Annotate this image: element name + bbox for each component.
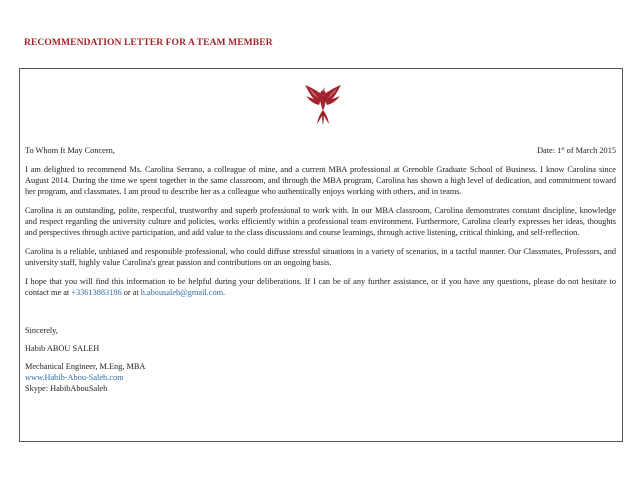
phoenix-logo-icon [303,81,343,126]
paragraph-reliability: Carolina is a reliable, unbiased and responsible professional, who could diffuse stressful situations in a variety of scenarios, in a tactful manner. Our Classmates, Professors, and university staff, highly value Carolina's great passion and contributions on an ongoing basis. [25,247,616,267]
paragraph-intro: I am delighted to recommend Ms. Carolina Serrano, a colleague of mine, and a current MBA professional at Grenoble Graduate School of Business. I know Carolina since August 2014. During the time we spent together in the same classroom, and through the MBA program, Carolina has shown a high level of dedication, and commitment toward her program, and classmates. I am proud to describe her as a colleague who authentically enjoys working with others, and in teams. [25,165,616,196]
paragraph-closing: I hope that you will find this information to be helpful during your deliberations. If I can be of any further assistance, or if you have any questions, please do not hesitate to contact me at +33613883186 or at h.abousaleh@gmail.com. [25,277,616,297]
signoff: Sincerely, [25,326,58,335]
email-link[interactable]: h.abousaleh@gmail.com [140,288,224,297]
document-heading: RECOMMENDATION LETTER FOR A TEAM MEMBER [24,37,273,48]
header-row [25,145,616,156]
phone-link[interactable]: +33613883186 [71,288,122,297]
website-link[interactable]: www.Habib-Abou-Saleh.com [25,373,124,382]
letter-frame [19,68,623,442]
letter-date: Date: 1st of March 2015 [537,146,616,155]
signer-title: Mechanical Engineer, M.Eng, MBA [25,362,146,371]
paragraph-qualities: Carolina is an outstanding, polite, respectful, trustworthy and superb professional to work with. In our MBA classroom, Carolina demonstrates constant discipline, knowledge and respect regarding the university culture and policies, works efficiently within a professional team environment. Furthermore, Carolina clearly expresses her ideas, thoughts and perspectives through active participation, and add value to the class discussions and course learnings, through active listening, critical thinking, and self-reflection. [25,206,616,237]
skype-id: Skype: HabibAbouSaleh [25,384,108,393]
signer-block [25,361,616,394]
signer-name: Habib ABOU SALEH [25,344,100,353]
salutation: To Whom It May Concern, [25,146,115,155]
letter-body [25,145,616,394]
